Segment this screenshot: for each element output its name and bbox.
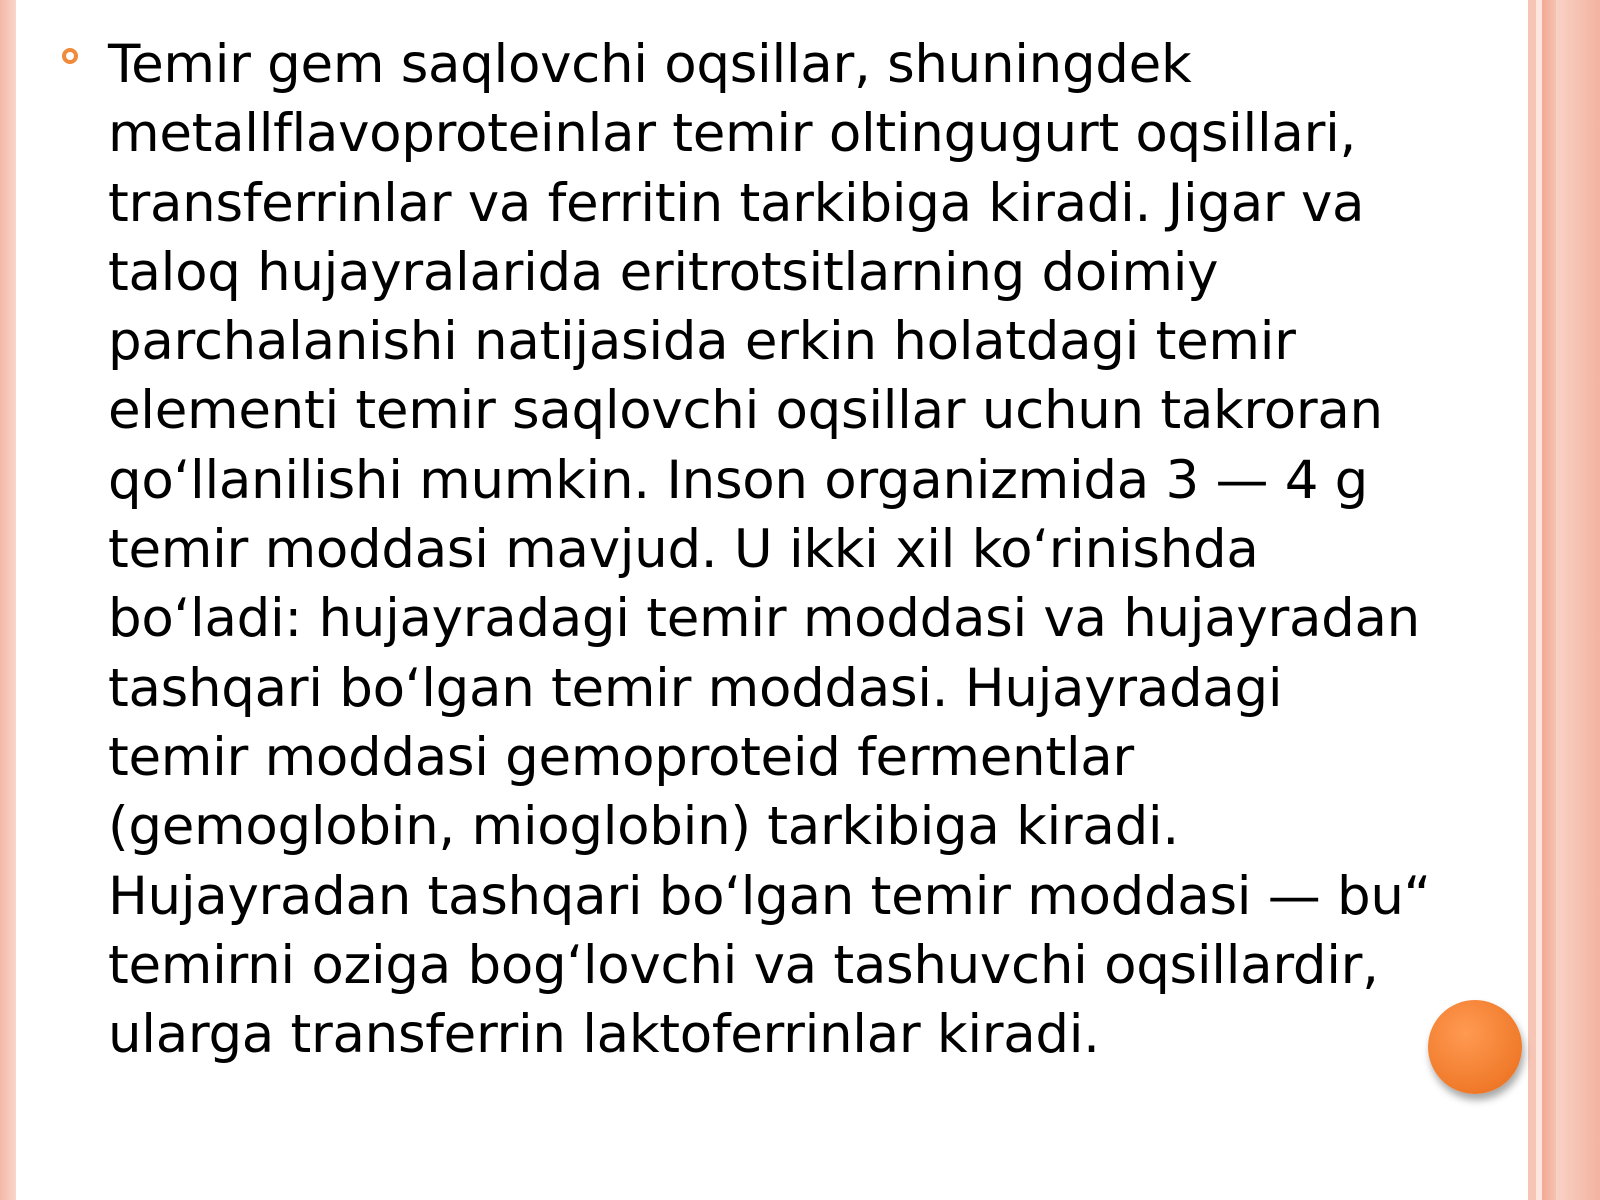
- right-stripe-decoration: [1556, 0, 1600, 1200]
- hollow-circle-bullet-icon: [62, 48, 78, 64]
- right-stripe-decoration: [1528, 0, 1536, 1200]
- right-stripe-decoration: [1542, 0, 1556, 1200]
- body-text: Temir gem saqlovchi oqsillar, shuningdek metallflavoproteinlar temir oltingugurt oqsillari, transferrinlar va ferritin tarkibiga kiradi. Jigar va taloq hujayralarida eritrotsitlarning doimiy parchalanishi natijasida erkin holatdagi temir elementi temir saqlovchi oqsillar uchun takroran qo‘llanilishi mumkin. Inson organizmida 3 — 4 g temir moddasi mavjud. U ikki xil ko‘rinishda bo‘ladi: hujayradagi temir moddasi va hujayradan tashqari bo‘lgan temir moddasi. Hujayradagi temir moddasi gemoproteid fermentlar (gemoglobin, mioglobin) tarkibiga kiradi. Hujayradan tashqari bo‘lgan temir moddasi — bu“ temirni oziga bog‘lovchi va tashuvchi oqsillardir, ularga transferrin laktoferrinlar kiradi.: [108, 34, 1431, 1066]
- orange-circle-decoration: [1428, 1000, 1522, 1094]
- left-border-decoration: [0, 0, 16, 1200]
